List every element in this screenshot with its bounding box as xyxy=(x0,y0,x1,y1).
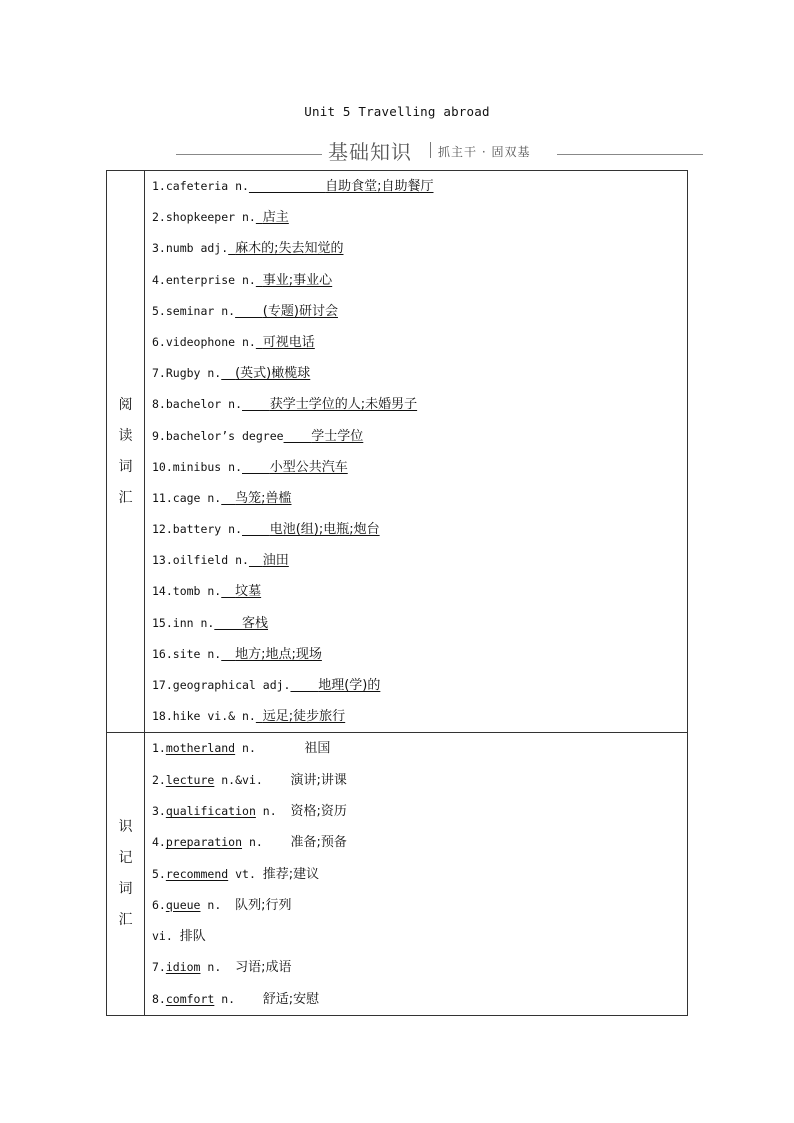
vocab-word: 2.shopkeeper n. xyxy=(152,210,256,225)
banner-left-rule xyxy=(176,154,322,155)
vocab-meaning: 电池(组);电瓶;炮台 xyxy=(269,522,380,538)
vocab-entry xyxy=(152,827,687,858)
recognition-vocab-section xyxy=(107,733,688,1016)
vocab-number: 6. xyxy=(152,897,166,912)
vocab-word: 9.bachelor’s degree xyxy=(152,428,284,443)
answer-blank xyxy=(235,304,263,318)
vocab-word: 10.minibus n. xyxy=(152,459,243,474)
vocab-entry xyxy=(152,952,687,983)
vocab-entry xyxy=(152,327,687,358)
vocab-part-of-speech: n. xyxy=(255,803,291,818)
answer-blank xyxy=(256,709,263,723)
vocab-entry xyxy=(152,202,687,233)
vocab-word: 8.bachelor n. xyxy=(152,397,243,412)
answer-blank xyxy=(256,273,263,287)
vocab-entry xyxy=(152,921,687,952)
vocab-part-of-speech: vt. xyxy=(228,866,263,881)
vocab-entry xyxy=(152,171,687,202)
answer-blank xyxy=(221,491,235,505)
vocab-entry xyxy=(152,984,687,1015)
vocab-meaning: 店主 xyxy=(262,210,289,226)
vocab-word: motherland xyxy=(165,741,236,756)
vocab-meaning: 推荐;建议 xyxy=(262,866,320,882)
reading-vocab-list xyxy=(145,171,688,733)
vocab-meaning: 油田 xyxy=(262,553,289,569)
vocab-word: 6.videophone n. xyxy=(152,334,256,349)
answer-blank xyxy=(242,460,270,474)
vocab-entry xyxy=(152,483,687,514)
vocab-part-of-speech: n. xyxy=(242,835,291,850)
vocab-entry xyxy=(152,733,687,764)
vocab-word: 16.site n. xyxy=(152,646,222,661)
vocab-word: idiom xyxy=(165,960,201,975)
vocab-part-of-speech: n.&vi. xyxy=(214,772,291,787)
vocab-part-of-speech: n. xyxy=(200,897,236,912)
vocab-meaning: 获学士学位的人;未婚男子 xyxy=(269,397,418,413)
answer-blank xyxy=(284,429,312,443)
vocab-meaning: 客栈 xyxy=(242,615,269,631)
answer-blank xyxy=(256,210,263,224)
vocab-meaning: 小型公共汽车 xyxy=(269,459,348,475)
vocab-entry xyxy=(152,859,687,890)
vocab-entry xyxy=(152,296,687,327)
vocab-word: 18.hike vi.& n. xyxy=(152,709,256,724)
vocab-meaning: 地理(学)的 xyxy=(318,678,381,693)
vocab-entry xyxy=(152,701,687,732)
vocab-number: 1. xyxy=(152,741,166,756)
banner-main-title: 基础知识 xyxy=(328,140,412,164)
vocab-entry xyxy=(152,389,687,420)
vocab-meaning: 事业;事业心 xyxy=(262,272,333,288)
answer-blank xyxy=(290,678,318,692)
vocab-meaning: (英式)橄榄球 xyxy=(235,366,311,382)
banner-separator xyxy=(430,142,431,158)
reading-vocab-label: 阅 读 词 汇 xyxy=(107,171,145,733)
vocab-word: 12.battery n. xyxy=(152,522,243,537)
vocab-entry xyxy=(152,358,687,389)
vocab-word: preparation xyxy=(165,835,243,850)
vocab-meaning: 麻木的;失去知觉的 xyxy=(235,241,344,257)
vocab-meaning: 舒适;安慰 xyxy=(262,991,320,1007)
vocab-word: 15.inn n. xyxy=(152,615,215,630)
vocab-word: recommend xyxy=(165,866,229,881)
answer-blank xyxy=(249,553,263,567)
vocab-number: 3. xyxy=(152,803,166,818)
vocab-meaning: (专题)研讨会 xyxy=(262,303,338,319)
vocab-meaning: 习语;成语 xyxy=(235,960,292,976)
vocab-word: qualification xyxy=(165,803,256,818)
vocabulary-table xyxy=(106,170,688,1016)
vocab-word: comfort xyxy=(165,991,215,1006)
answer-blank xyxy=(221,647,235,661)
vocab-part-of-speech: n. xyxy=(235,741,305,756)
vocab-entry xyxy=(152,639,687,670)
vocab-entry xyxy=(152,452,687,483)
vocab-meaning: 远足;徒步旅行 xyxy=(262,709,346,725)
vocab-word: 7.Rugby n. xyxy=(152,366,222,381)
vocab-number: 7. xyxy=(152,960,166,975)
vocab-word: 5.seminar n. xyxy=(152,303,236,318)
vocab-entry xyxy=(152,890,687,921)
vocab-word: queue xyxy=(165,897,201,912)
answer-blank xyxy=(242,522,270,536)
recognition-vocab-list xyxy=(145,733,688,1016)
vocab-meaning: 坟墓 xyxy=(235,584,262,600)
vocab-entry xyxy=(152,608,687,639)
vocab-entry xyxy=(152,265,687,296)
unit-title: Unit 5 Travelling abroad xyxy=(304,104,490,119)
vocab-part-of-speech: n. xyxy=(214,991,263,1006)
vocab-word: 13.oilfield n. xyxy=(152,553,249,568)
vocab-word: lecture xyxy=(165,772,215,787)
vocab-word: 3.numb adj. xyxy=(152,241,229,256)
answer-blank xyxy=(256,335,263,349)
answer-blank xyxy=(242,397,270,411)
answer-blank xyxy=(214,616,242,630)
banner-right-rule xyxy=(557,154,703,155)
vocab-meaning: 学士学位 xyxy=(311,428,364,444)
vocab-meaning: 队列;行列 xyxy=(235,897,292,913)
vocab-meaning: 地方;地点;现场 xyxy=(235,646,322,662)
vocab-word: 17.geographical adj. xyxy=(152,678,291,692)
vocab-meaning: 鸟笼;兽槛 xyxy=(235,490,292,506)
vocab-entry xyxy=(152,796,687,827)
section-banner xyxy=(176,136,703,162)
answer-blank xyxy=(221,584,235,598)
vocab-meaning: 自助食堂;自助餐厅 xyxy=(325,179,434,194)
vocab-entry xyxy=(152,421,687,452)
recognition-vocab-label: 识 记 词 汇 xyxy=(107,733,145,1016)
vocab-entry xyxy=(152,670,687,701)
vocab-entry xyxy=(152,514,687,545)
vocab-word: 11.cage n. xyxy=(152,490,222,505)
vocab-meaning: 演讲;讲课 xyxy=(290,772,347,788)
vocab-meaning: 排队 xyxy=(179,929,206,945)
vocab-number: 5. xyxy=(152,866,166,881)
vocab-part-of-speech: vi. xyxy=(152,929,180,944)
vocab-word: 4.enterprise n. xyxy=(152,272,256,287)
vocab-number: 8. xyxy=(152,991,166,1006)
banner-subtitle: 抓主干 · 固双基 xyxy=(438,145,531,159)
vocab-number: 4. xyxy=(152,835,166,850)
answer-blank xyxy=(221,366,235,380)
vocab-meaning: 准备;预备 xyxy=(290,835,347,851)
vocab-word: 14.tomb n. xyxy=(152,584,222,599)
vocab-entry xyxy=(152,765,687,796)
vocab-entry xyxy=(152,233,687,264)
answer-blank xyxy=(249,179,325,193)
reading-vocab-section xyxy=(107,171,688,733)
vocab-number: 2. xyxy=(152,772,166,787)
vocab-word: 1.cafeteria n. xyxy=(152,179,249,193)
vocab-meaning: 可视电话 xyxy=(262,334,315,350)
vocab-entry xyxy=(152,545,687,576)
vocab-meaning: 祖国 xyxy=(304,741,331,757)
vocab-meaning: 资格;资历 xyxy=(290,803,347,819)
vocab-part-of-speech: n. xyxy=(200,960,236,975)
vocab-entry xyxy=(152,576,687,607)
